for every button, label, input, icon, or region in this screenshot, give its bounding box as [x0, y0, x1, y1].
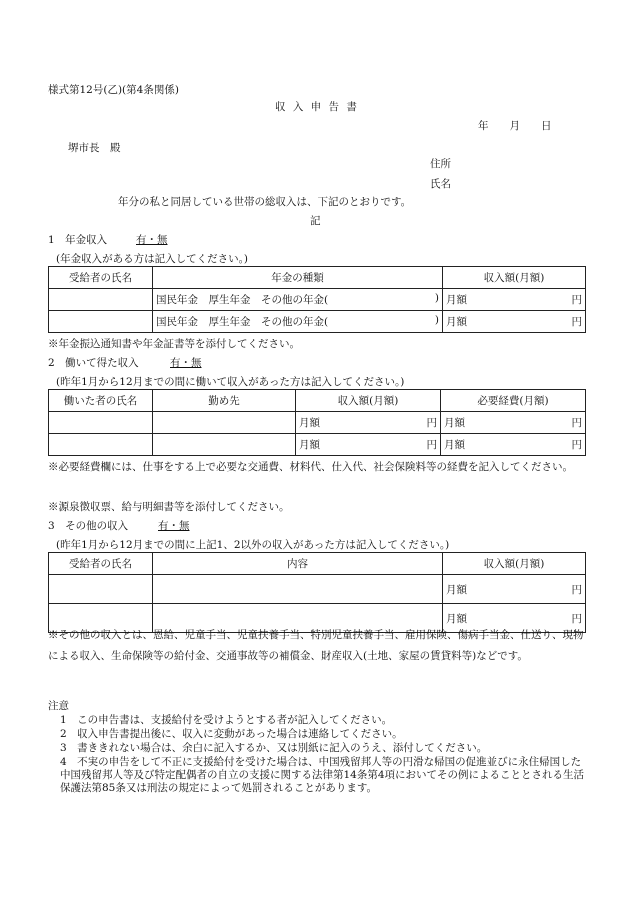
amount-cell[interactable]: [443, 289, 586, 311]
employer-cell[interactable]: [153, 434, 296, 456]
table-row: [49, 289, 586, 311]
section2-choice[interactable]: 有・無: [170, 357, 202, 369]
expense-cell[interactable]: [441, 412, 586, 434]
amount-cell[interactable]: [443, 311, 586, 333]
recipient-name-cell[interactable]: [49, 311, 153, 333]
recipient-name-cell[interactable]: [49, 289, 153, 311]
monthly-label: 月額: [444, 439, 465, 451]
addressee: 堺市長 殿: [68, 142, 121, 154]
monthly-label: 月額: [444, 417, 465, 429]
table-row: [49, 412, 586, 434]
table-row: [49, 575, 586, 604]
section1-heading: 1 年金収入: [48, 234, 108, 246]
col-content: 内容: [153, 553, 443, 575]
table-row: [49, 311, 586, 333]
worker-name-cell[interactable]: [49, 412, 153, 434]
section2-heading: 2 働いて得た収入: [48, 357, 139, 369]
pension-table: [48, 266, 586, 333]
section3-note: ※その他の収入とは、恩給、児童手当、児童扶養手当、特別児童扶養手当、雇用保険、傷病手当金、仕送り、現物による収入、生命保険等の給付金、交通事故等の補償金、財産収入(土地、家屋の賃貸料等)などです。: [48, 629, 584, 662]
employment-table: [48, 389, 586, 456]
table-header-row: [49, 267, 586, 289]
section3-instruction: (昨年1月から12月までの間に上記1、2以外の収入があった方は記入してください。): [56, 539, 450, 551]
other-income-table: [48, 552, 586, 633]
yen-unit: 円: [426, 417, 437, 429]
paren-close: ): [434, 314, 439, 326]
col-monthly-amount: 収入額(月額): [443, 553, 586, 575]
section3-heading: 3 その他の収入: [48, 520, 129, 532]
note-item: 4 不実の申告をして不正に支援給付を受けた場合は、中国残留邦人等の円滑な帰国の促進並びに永住帰国した中国残留邦人等及び特定配偶者の自立の支援に関する法律第14条第4項においてその例によることとされる生活保護法第85条又は刑法の規定によって処罰されることがあります。: [60, 756, 585, 794]
col-recipient-name: 受給者の氏名: [49, 267, 153, 289]
recipient-name-cell[interactable]: [49, 575, 153, 604]
note-item: 3 書ききれない場合は、余白に記入するか、又は別紙に記入のうえ、添付してください。: [60, 742, 488, 754]
name-label: 氏名: [430, 178, 451, 190]
section1-note: ※年金振込通知書や年金証書等を添付してください。: [48, 338, 300, 350]
form-number: 様式第12号(乙)(第4条関係): [48, 84, 179, 96]
col-worker-name: 働いた者の氏名: [49, 390, 153, 412]
table-header-row: [49, 553, 586, 575]
monthly-label: 月額: [446, 583, 467, 596]
col-monthly-amount: 収入額(月額): [296, 390, 441, 412]
col-pension-type: 年金の種類: [153, 267, 443, 289]
amount-cell[interactable]: [296, 412, 441, 434]
page-title: 収 入 申 告 書: [275, 101, 359, 113]
content-cell[interactable]: [153, 575, 443, 604]
section2-note-attach: ※源泉徴収票、給与明細書等を添付してください。: [48, 501, 290, 513]
yen-unit: 円: [571, 316, 582, 328]
employer-cell[interactable]: [153, 412, 296, 434]
section2-instruction: (昨年1月から12月までの間に働いて収入があった方は記入してください。): [56, 376, 405, 388]
pension-type-cell[interactable]: [153, 289, 443, 311]
paren-close: ): [434, 292, 439, 304]
yen-unit: 円: [571, 417, 582, 429]
monthly-label: 月額: [299, 417, 320, 429]
monthly-label: 月額: [446, 316, 467, 328]
section3-choice[interactable]: 有・無: [158, 520, 190, 532]
col-employer: 勤め先: [153, 390, 296, 412]
pension-type-options: 国民年金 厚生年金 その他の年金(: [156, 294, 329, 306]
section1-choice[interactable]: 有・無: [136, 234, 168, 246]
address-label: 住所: [430, 158, 451, 170]
col-monthly-amount: 収入額(月額): [443, 267, 586, 289]
monthly-label: 月額: [446, 294, 467, 306]
yen-unit: 円: [571, 439, 582, 451]
pension-type-cell[interactable]: [153, 311, 443, 333]
notes-heading: 注意: [48, 700, 69, 712]
pension-type-options: 国民年金 厚生年金 その他の年金(: [156, 316, 329, 328]
col-recipient-name: 受給者の氏名: [49, 553, 153, 575]
yen-unit: 円: [571, 294, 582, 306]
worker-name-cell[interactable]: [49, 434, 153, 456]
monthly-label: 月額: [299, 439, 320, 451]
yen-unit: 円: [571, 583, 582, 596]
table-row: [49, 434, 586, 456]
date-line: 年 月 日: [478, 120, 552, 132]
section1-instruction: (年金収入がある方は記入してください。): [56, 253, 248, 265]
amount-cell[interactable]: [443, 575, 586, 604]
declaration-text: 年分の私と同居している世帯の総収入は、下記のとおりです。: [118, 196, 412, 208]
monthly-label: 月額: [446, 612, 467, 625]
ki-mark: 記: [310, 215, 321, 227]
expense-cell[interactable]: [441, 434, 586, 456]
col-monthly-expenses: 必要経費(月額): [441, 390, 586, 412]
section2-note-expenses: ※必要経費欄には、仕事をする上で必要な交通費、材料代、仕入代、社会保険料等の経費を記入してください。: [48, 461, 573, 473]
note-item: 2 収入申告書提出後に、収入に変動があった場合は連絡してください。: [60, 728, 403, 740]
table-header-row: [49, 390, 586, 412]
yen-unit: 円: [426, 439, 437, 451]
amount-cell[interactable]: [296, 434, 441, 456]
note-item: 1 この申告書は、支援給付を受けようとする者が記入してください。: [60, 714, 393, 726]
yen-unit: 円: [571, 612, 582, 625]
